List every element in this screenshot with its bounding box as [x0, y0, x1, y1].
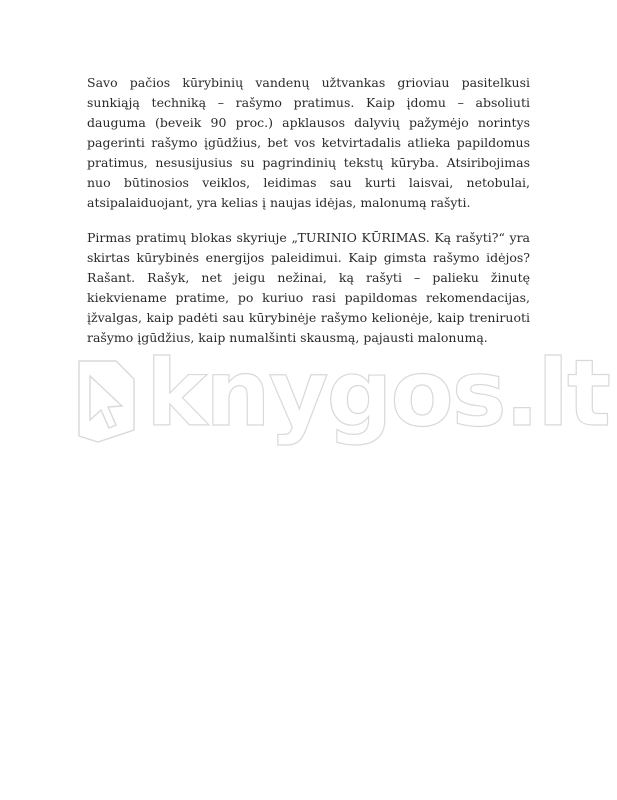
- watermark-logo: [76, 340, 609, 450]
- cursor-arrow-icon: [76, 358, 138, 444]
- paragraph-2: Pirmas pratimų blokas skyriuje „TURINIO KŪRIMAS. Ką rašyti?“ yra skirtas kūrybinės energijos paleidimui. Kaip gimsta rašymo idėjos? Rašant. Rašyk, net jeigu nežinai, ką rašyti – palieku žinutę kiekviename pratime, po kuriuo rasi papildomas rekomendacijas, įžvalgas, kaip padėti sau kūrybinėje rašymo kelionėje, kaip treniruoti rašymo įgūdžius, kaip numalšinti skausmą, pajausti malonumą.: [87, 230, 530, 345]
- watermark-text: knygos.lt: [146, 340, 609, 447]
- paragraph-1: Savo pačios kūrybinių vandenų užtvankas grioviau pasitelkusi sunkiąją techniką – rašymo pratimus. Kaip įdomu – absoliuti dauguma (beveik 90 proc.) apklausos dalyvių pažymėjo norintys pagerinti rašymo įgūdžius, bet vos ketvirtadalis atlieka papildomus pratimus, nesusijusius su pagrindinių tekstų kūryba. Atsiribojimas nuo būtinosios veiklos, leidimas sau kurti laisvai, netobulai, atsipalaiduojant, yra kelias į naujas idėjas, malonumą rašyti.: [87, 75, 530, 210]
